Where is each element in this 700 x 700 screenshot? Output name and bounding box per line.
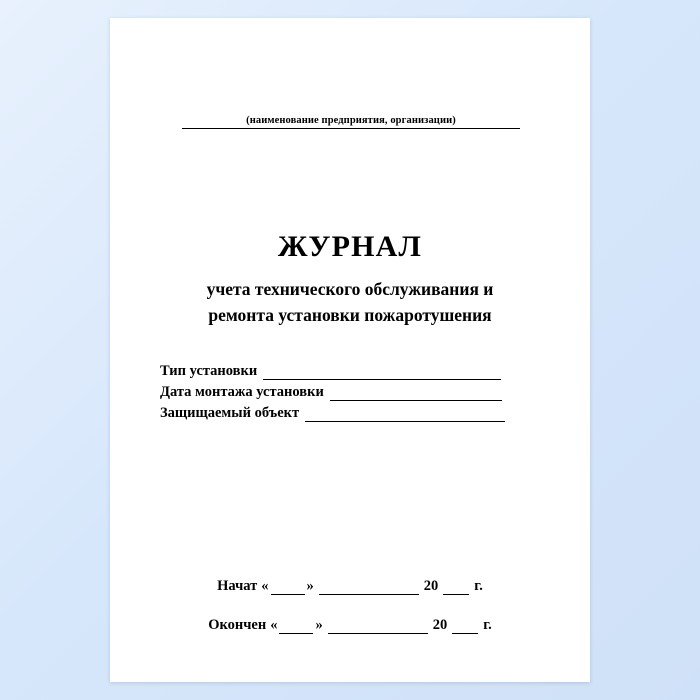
field-installation-type-label: Тип установки <box>160 363 258 379</box>
organization-name-caption: (наименование предприятия, организации) <box>246 115 456 126</box>
field-installation-date-rule[interactable] <box>330 386 502 401</box>
footer-start-label: Начат <box>217 578 258 594</box>
field-installation-type <box>160 363 560 380</box>
footer-start-row <box>110 578 590 595</box>
footer-start-month-rule[interactable] <box>319 581 419 595</box>
document-footer <box>110 578 590 656</box>
field-installation-date-label: Дата монтажа установки <box>160 384 324 400</box>
footer-end-year-suffix: г. <box>483 617 492 633</box>
footer-end-month-rule[interactable] <box>328 620 428 634</box>
footer-start-quote-close: » <box>306 578 314 594</box>
document-subtitle-line-1: учета технического обслуживания и <box>206 279 494 299</box>
form-fields <box>160 363 560 426</box>
footer-end-year-rule[interactable] <box>452 620 478 634</box>
document-page <box>110 18 590 682</box>
footer-end-row <box>110 617 590 634</box>
footer-end-year-prefix: 20 <box>432 617 448 633</box>
field-installation-date <box>160 384 560 401</box>
document-subtitle-line-2: ремонта установки пожаротушения <box>208 305 492 325</box>
field-protected-object-rule[interactable] <box>305 407 505 422</box>
footer-end-quote-open: « <box>270 617 278 633</box>
footer-end-quote-close: » <box>315 617 323 633</box>
footer-end-label: Окончен <box>208 617 267 633</box>
field-protected-object <box>160 405 560 422</box>
field-protected-object-label: Защищаемый объект <box>160 405 300 421</box>
field-installation-type-rule[interactable] <box>263 365 501 380</box>
document-title: ЖУРНАЛ <box>277 230 423 263</box>
document-subtitle <box>150 276 550 328</box>
footer-start-year-prefix: 20 <box>423 578 439 594</box>
footer-start-day-rule[interactable] <box>271 581 305 595</box>
footer-start-year-suffix: г. <box>474 578 483 594</box>
footer-end-day-rule[interactable] <box>279 620 313 634</box>
footer-start-quote-open: « <box>261 578 269 594</box>
footer-start-year-rule[interactable] <box>443 581 469 595</box>
